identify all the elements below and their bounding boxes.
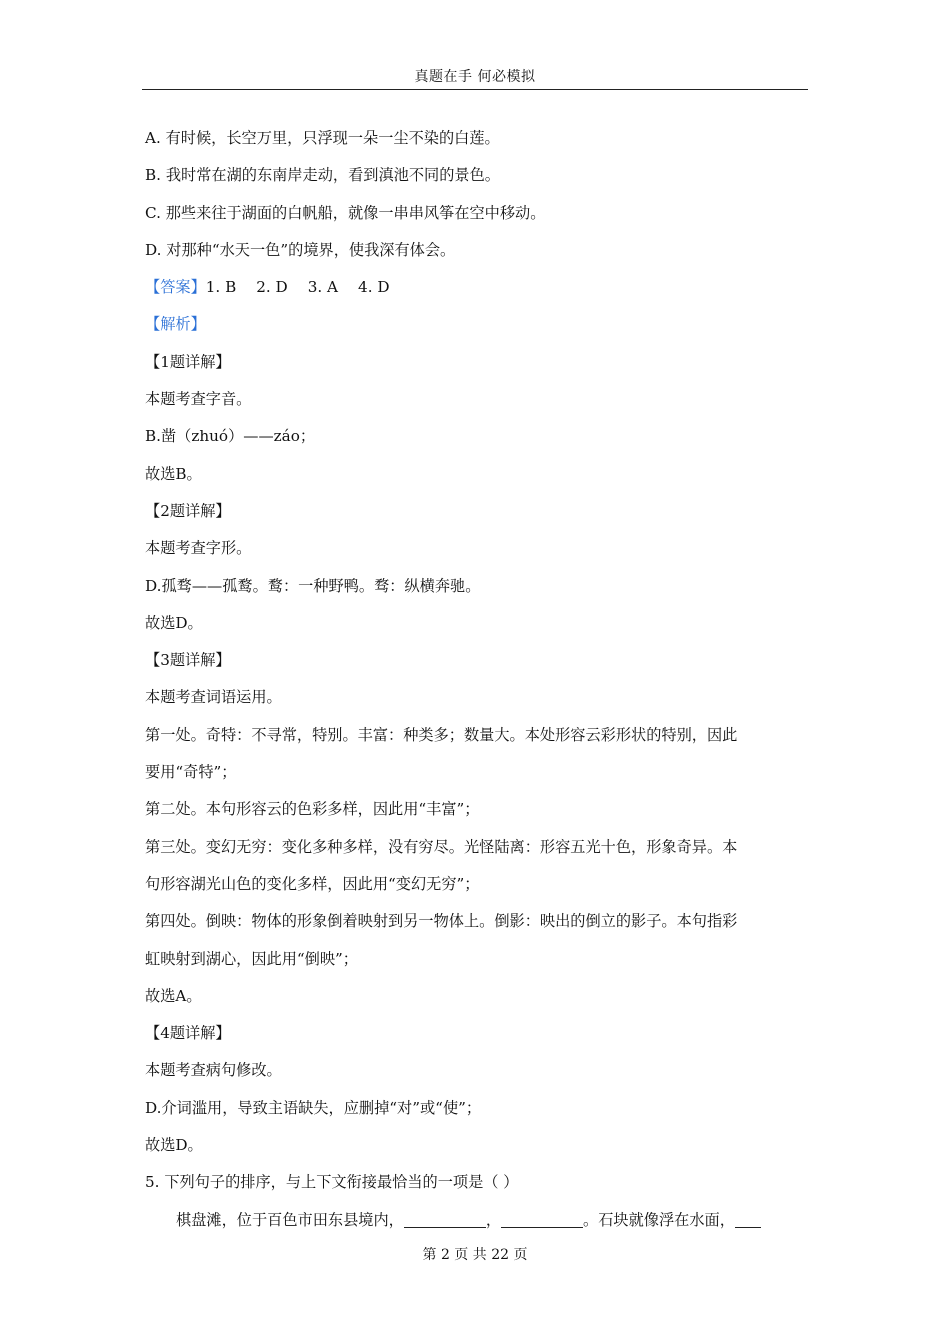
q3-line: 本题考查词语运用。 xyxy=(145,688,282,707)
q5-question: 5. 下列句子的排序，与上下文衔接最恰当的一项是（ ） xyxy=(145,1173,519,1192)
q3-line: 第四处。倒映：物体的形象倒着映射到另一物体上。倒影：映出的倒立的影子。本句指彩 xyxy=(145,912,738,931)
q1-line: 本题考查字音。 xyxy=(145,390,252,409)
fill-blank xyxy=(501,1211,583,1228)
q4-heading: 【4题详解】 xyxy=(145,1024,231,1043)
q3-line: 故选A。 xyxy=(145,986,202,1005)
header-divider xyxy=(142,89,808,90)
option-a: A. 有时候，长空万里，只浮现一朵一尘不染的白莲。 xyxy=(145,129,500,147)
option-b: B. 我时常在湖的东南岸走动，看到滇池不同的景色。 xyxy=(145,166,500,185)
q3-line: 第二处。本句形容云的色彩多样，因此用“丰富”； xyxy=(145,800,480,819)
q5-sep: ， xyxy=(485,1210,501,1229)
q4-line: D.介词滥用，导致主语缺失，应删掉“对”或“使”； xyxy=(145,1098,482,1117)
q2-heading: 【2题详解】 xyxy=(145,501,231,520)
q4-line: 故选D。 xyxy=(145,1136,203,1155)
answer-item: 3. A xyxy=(307,278,339,297)
answer-item: 4. D xyxy=(358,278,390,297)
q5-passage-text: 棋盘滩，位于百色市田东县境内， xyxy=(176,1210,404,1229)
q5-sep: 。石块就像浮在水面， xyxy=(583,1210,735,1229)
q2-line: 本题考查字形。 xyxy=(145,539,252,558)
fill-blank xyxy=(735,1211,761,1228)
fill-blank xyxy=(404,1211,486,1228)
header-title: 真题在手 何必模拟 xyxy=(414,69,536,85)
option-c: C. 那些来往于湖面的白帆船，就像一串串风筝在空中移动。 xyxy=(145,203,546,222)
q3-heading: 【3题详解】 xyxy=(145,651,231,670)
analysis-label: 【解析】 xyxy=(145,315,206,334)
answer-line xyxy=(145,269,810,306)
q5-passage xyxy=(145,1202,810,1239)
q4-line: 本题考查病句修改。 xyxy=(145,1061,282,1080)
q1-line: B.凿（zhuó）——záo； xyxy=(145,427,316,446)
q1-line: 故选B。 xyxy=(145,464,202,483)
option-d: D. 对那种“水天一色”的境界，使我深有体会。 xyxy=(145,240,456,259)
answer-label: 【答案】 xyxy=(145,278,206,297)
q3-line: 句形容湖光山色的变化多样，因此用“变幻无穷”； xyxy=(145,874,480,893)
q3-line: 第一处。奇特：不寻常，特别。丰富：种类多；数量大。本处形容云彩形状的特别，因此 xyxy=(145,725,738,744)
q2-line: D.孤骛——孤鹜。鹜：一种野鸭。骛：纵横奔驰。 xyxy=(145,576,481,595)
q3-line: 虹映射到湖心，因此用“倒映”； xyxy=(145,949,358,968)
q1-heading: 【1题详解】 xyxy=(145,352,231,371)
answer-item: 2. D xyxy=(256,278,288,297)
q3-line: 第三处。变幻无穷：变化多种多样，没有穷尽。光怪陆离：形容五光十色，形象奇异。本 xyxy=(145,837,738,856)
q2-line: 故选D。 xyxy=(145,613,203,632)
answer-item: 1. B xyxy=(205,278,237,297)
q3-line: 要用“奇特”； xyxy=(145,763,237,782)
page-footer: 第 2 页 共 22 页 xyxy=(422,1247,528,1263)
document-body xyxy=(145,120,810,1239)
